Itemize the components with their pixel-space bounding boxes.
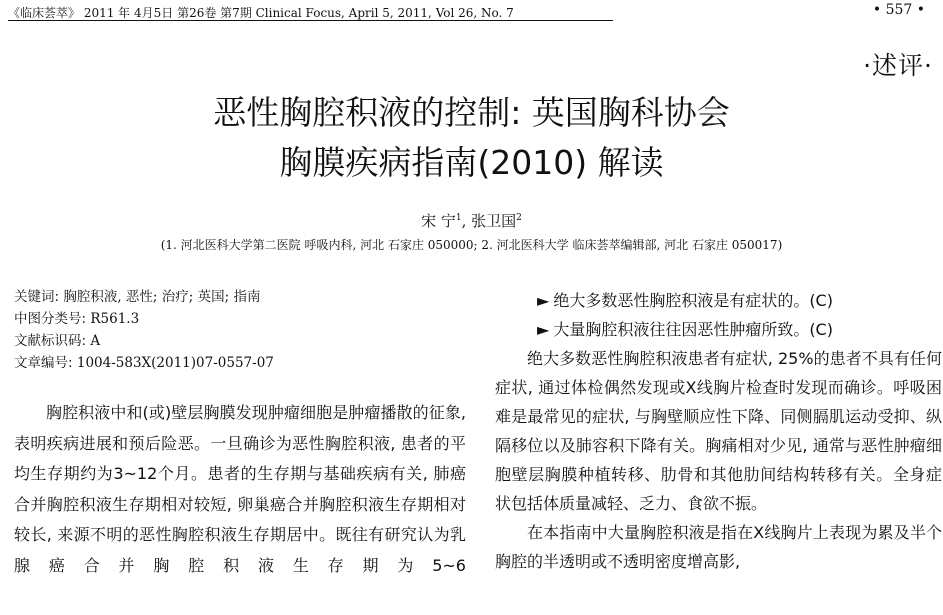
page-number: • 557 • [872, 2, 925, 18]
article-number-value: 1004-583X(2011)07-0557-07 [72, 355, 274, 371]
doc-code-row [14, 330, 464, 352]
intro-paragraph: 胸腔积液中和(或)壁层胸膜发现肿瘤细胞是肿瘤播散的征象, 表明疾病进展和预后险恶。一旦确诊为恶性胸腔积液, 患者的平均生存期约为3~12个月。患者的生存期与基础疾病有关, 肺癌合并胸腔积液生存期相对较短, 卵巢癌合并胸腔积液生存期相对较长, 来源不明的恶性胸腔积液生存期居中。既往有研究认为乳腺癌合并胸腔积液生存期为5~6 [14, 403, 466, 575]
definition-paragraph: 在本指南中大量胸腔积液是指在X线胸片上表现为累及半个胸腔的半透明或不透明密度增高影, [495, 523, 942, 571]
recommendation-1-text: 绝大多数恶性胸腔积液是有症状的。(C) [553, 291, 833, 310]
clc-row [14, 308, 464, 330]
header-rule [8, 20, 613, 21]
triangle-bullet-icon: ► [537, 291, 550, 310]
title-line-2: 胸膜疾病指南(2010) 解读 [279, 143, 664, 182]
left-column [14, 398, 466, 582]
article-metadata [14, 286, 464, 374]
author-2: 张卫国 [471, 212, 517, 230]
article-number-label: 文章编号: [14, 355, 73, 371]
doc-code-label: 文献标识码: [14, 333, 87, 349]
article-number-row [14, 352, 464, 374]
journal-citation: 《临床荟萃》 2011 年 4月5日 第26卷 第7期 Clinical Focus, April 5, 2011, Vol 26, No. 7 [8, 6, 514, 20]
title-line-1: 恶性胸腔积液的控制: 英国胸科协会 [213, 93, 730, 132]
clc-value: R561.3 [86, 311, 140, 327]
recommendation-2-text: 大量胸腔积液往往因恶性肿瘤所致。(C) [553, 320, 833, 339]
author-1-affil: 1 [455, 213, 462, 223]
recommendation-1 [495, 286, 942, 315]
keywords-row [14, 286, 464, 308]
author-separator: , [461, 212, 472, 230]
keywords-value: 胸腔积液, 恶性; 治疗; 英国; 指南 [59, 289, 261, 305]
right-column [495, 286, 942, 576]
author-1: 宋 宁 [421, 212, 456, 230]
doc-code-value: A [86, 333, 101, 349]
author-2-affil: 2 [516, 213, 522, 223]
triangle-bullet-icon: ► [537, 320, 550, 339]
running-header [0, 0, 943, 22]
section-label: ·述评· [863, 51, 933, 80]
recommendation-2 [495, 315, 942, 344]
article-title [0, 88, 943, 188]
keywords-label: 关键词: [14, 289, 60, 305]
symptoms-paragraph: 绝大多数恶性胸腔积液患者有症状, 25%的患者不具有任何症状, 通过体检偶然发现或X线胸片检查时发现而确诊。呼吸困难是最常见的症状, 与胸壁顺应性下降、同侧膈肌运动受抑、纵隔移位以及肺容积下降有关。胸痛相对少见, 通常与恶性肿瘤细胞壁层胸膜种植转移、肋骨和其他肋间结构转移有关。全身症状包括体质量减轻、乏力、食欲不振。 [495, 349, 942, 513]
author-list [0, 210, 943, 231]
affiliation: (1. 河北医科大学第二医院 呼吸内科, 河北 石家庄 050000; 2. 河北医科大学 临床荟萃编辑部, 河北 石家庄 050017) [160, 238, 783, 252]
clc-label: 中图分类号: [14, 311, 87, 327]
